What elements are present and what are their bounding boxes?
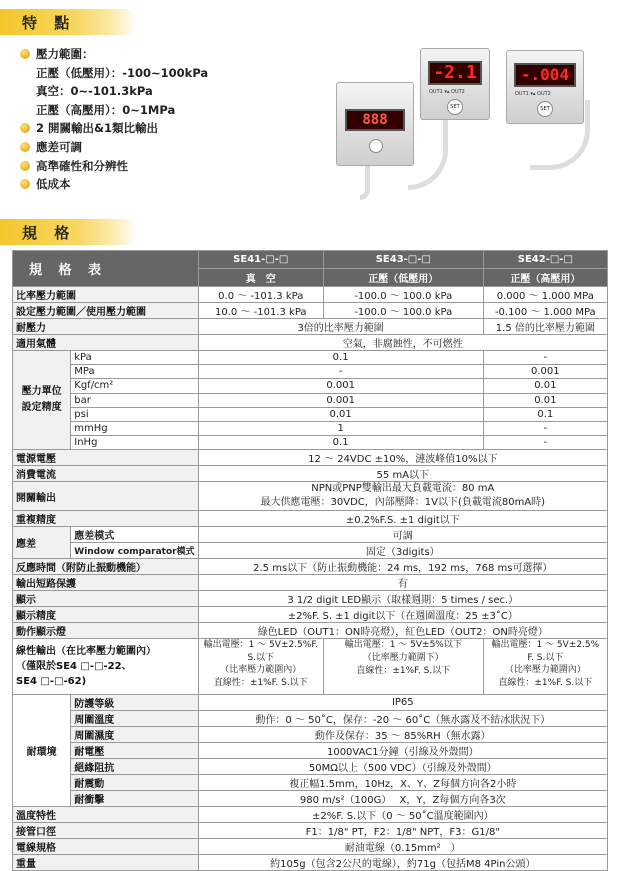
table-cell: 規 格 表: [13, 251, 199, 287]
table-row: [13, 527, 608, 543]
table-cell: 12 ～ 24VDC ±10%，漣波峰值10%以下: [198, 450, 607, 466]
feature-item: 低成本: [20, 175, 208, 194]
table-cell: 應差: [13, 527, 71, 559]
table-row: [13, 543, 608, 559]
table-cell: 約105g（包含2公尺的電線），約71g（包括M8 4Pin公頭）: [198, 855, 607, 871]
table-cell: ±2%F. S. ±1 digit以下（在週圍溫度：25 ±3˚C）: [198, 607, 607, 623]
table-cell: F1：1/8" PT，F2：1/8" NPT，F3：G1/8": [198, 823, 607, 839]
table-cell: 真 空: [198, 269, 323, 287]
table-row: [13, 287, 608, 303]
cell-text: 輸出電壓：1 ～ 5V±5%以下: [344, 640, 462, 651]
table-cell: 適用氣體: [13, 335, 199, 351]
table-row: [13, 591, 608, 607]
table-cell: 0.001: [198, 393, 483, 407]
table-row: [13, 482, 608, 511]
table-cell: 耐壓力: [13, 319, 199, 335]
cell-text: S.以下: [247, 652, 275, 663]
table-cell: 重複精度: [13, 511, 199, 527]
cell-text: 輸出電壓：1 ～ 5V±2.5%F.: [203, 640, 318, 651]
table-cell: 電線規格: [13, 839, 199, 855]
cell-text: 設定精度: [21, 402, 62, 414]
table-row: [13, 855, 608, 871]
table-cell: 0.0 ～ -101.3 kPa: [198, 287, 323, 303]
table-cell: 空氣，非腐蝕性，不可燃性: [198, 335, 607, 351]
spec-header: 規 格: [0, 219, 138, 245]
table-row: [13, 695, 608, 711]
table-cell: -100.0 ～ 100.0 kPa: [323, 287, 483, 303]
cell-text: NPN或PNP雙輸出最大負載電流：80 mA: [311, 483, 495, 495]
table-cell: 溫度特性: [13, 807, 199, 823]
bullet-icon: [20, 49, 30, 59]
table-cell: 正壓（高壓用）: [483, 269, 607, 287]
feature-item: 壓力範圍：: [20, 45, 208, 64]
cell-text: 線性輸出（在比率壓力範圍內）: [16, 646, 156, 658]
table-cell: 0.1: [198, 351, 483, 365]
table-row: [13, 407, 608, 421]
table-row: [13, 351, 608, 365]
cell-text: （比率壓力範圍內）: [220, 665, 302, 676]
led-display: 888: [345, 109, 405, 131]
table-row: [13, 607, 608, 623]
table-row: [13, 791, 608, 807]
table-row: [13, 759, 608, 775]
feature-sub: 真空：0~-101.3kPa: [36, 84, 153, 99]
table-cell: 1000VAC1分鐘（引線及外殼間）: [198, 743, 607, 759]
cell-text: 直線性：±1%F. S.以下: [356, 666, 451, 677]
table-row: [13, 335, 608, 351]
table-row: [13, 466, 608, 482]
table-cell: ±2%F. S.以下（0 ～ 50˚C溫度範圍內）: [198, 807, 607, 823]
table-row: [13, 511, 608, 527]
set-key-icon: SET: [537, 101, 553, 117]
table-row: [13, 727, 608, 743]
table-cell: 動作及保存：35 ～ 85%RH（無水露）: [198, 727, 607, 743]
table-cell: 耐電壓: [71, 743, 198, 759]
table-cell: 10.0 ～ -101.3 kPa: [198, 303, 323, 319]
table-cell: 耐震動: [71, 775, 198, 791]
cell-text: 輸出電壓：1 ～ 5V±2.5%: [491, 640, 600, 651]
table-cell: mmHg: [71, 421, 198, 435]
table-header-row: [13, 251, 608, 269]
set-key-icon: [369, 139, 383, 153]
table-cell: MPa: [71, 365, 198, 379]
table-cell: -: [483, 351, 607, 365]
bullet-icon: [20, 161, 30, 171]
table-cell: 電源電壓: [13, 450, 199, 466]
table-cell: 0.001: [198, 379, 483, 393]
table-cell: 有: [198, 575, 607, 591]
table-cell: 開關輸出: [13, 482, 199, 511]
table-cell: 應差模式: [71, 527, 198, 543]
table-cell: 0.01: [198, 407, 483, 421]
table-cell: psi: [71, 407, 198, 421]
table-cell: 反應時間（附防止振動機能）: [13, 559, 199, 575]
table-cell: SE41-□-□: [198, 251, 323, 269]
table-row: [13, 450, 608, 466]
cell-text: SE4 □-□-62): [16, 676, 87, 688]
pressure-switch-device: [336, 82, 414, 166]
table-cell: 顯示精度: [13, 607, 199, 623]
bullet-icon: [20, 142, 30, 152]
table-cell: -100.0 ～ 100.0 kPa: [323, 303, 483, 319]
table-cell: 1: [198, 421, 483, 435]
table-cell: 絕緣阻抗: [71, 759, 198, 775]
table-row: [13, 775, 608, 791]
table-cell: 1.5 倍的比率壓力範圍: [483, 319, 607, 335]
table-row: [13, 319, 608, 335]
table-cell: 比率壓力範圍: [13, 287, 199, 303]
table-cell: 正壓（低壓用）: [323, 269, 483, 287]
table-cell: 0.1: [483, 407, 607, 421]
table-row: [13, 823, 608, 839]
table-cell: 55 mA以下: [198, 466, 607, 482]
table-cell: 接管口徑: [13, 823, 199, 839]
cell-text: 直線性：±1%F. S.以下: [213, 677, 308, 688]
table-row: [13, 436, 608, 450]
cell-text: （比率壓力範圍下）: [362, 653, 444, 664]
table-cell: 周圍溫度: [71, 711, 198, 727]
table-cell: 防護等級: [71, 695, 198, 711]
table-cell: [483, 639, 607, 695]
feature-item: 應差可調: [20, 138, 208, 157]
feature-item: 高準確性和分辨性: [20, 157, 208, 176]
pressure-switch-device: -.004 OUT1 ▾▴ OUT2 SET: [506, 50, 584, 124]
table-cell: 3 1/2 digit LED顯示（取樣週期：5 times / sec.）: [198, 591, 607, 607]
table-cell: 耐衝擊: [71, 791, 198, 807]
table-cell: 消費電流: [13, 466, 199, 482]
table-row: [13, 421, 608, 435]
table-cell: 50MΩ以上（500 VDC）（引線及外殼間）: [198, 759, 607, 775]
features-header: 特 點: [0, 9, 138, 35]
product-photo: [320, 40, 620, 200]
cell-text: （僅限於SE4 □-□-22、: [16, 661, 132, 673]
table-cell: 0.001: [483, 365, 607, 379]
table-cell: InHg: [71, 436, 198, 450]
table-cell: Window comparator模式: [71, 543, 198, 559]
table-cell: 0.01: [483, 379, 607, 393]
table-row: [13, 743, 608, 759]
table-cell: ±0.2%F.S. ±1 digit以下: [198, 511, 607, 527]
spec-table: [12, 250, 608, 871]
feature-item: 2 開關輸出&1類比輸出: [20, 119, 208, 138]
table-cell: -0.100 ～ 1.000 MPa: [483, 303, 607, 319]
table-cell: [323, 639, 483, 695]
cell-text: （比率壓力範圍內）: [504, 665, 586, 676]
table-cell: 耐環境: [13, 695, 71, 807]
table-row: [13, 575, 608, 591]
table-row: [13, 365, 608, 379]
table-row: [13, 639, 608, 695]
table-cell: -: [483, 436, 607, 450]
table-cell: 綠色LED（OUT1：ON時亮燈），紅色LED（OUT2：ON時亮燈）: [198, 623, 607, 639]
set-key-icon: SET: [447, 99, 463, 115]
table-cell: 動作：0 ～ 50˚C，保存：-20 ～ 60˚C（無水露及不結冰狀況下）: [198, 711, 607, 727]
table-cell: [13, 351, 71, 450]
table-cell: 2.5 ms以下（防止振動機能：24 ms，192 ms，768 ms可選擇）: [198, 559, 607, 575]
table-row: [13, 711, 608, 727]
table-cell: IP65: [198, 695, 607, 711]
table-row: [13, 807, 608, 823]
table-cell: 0.1: [198, 436, 483, 450]
cell-text: 最大供應電壓：30VDC，內部壓降：1V以下(負載電流80mA時): [260, 497, 546, 509]
table-cell: kPa: [71, 351, 198, 365]
bullet-icon: [20, 123, 30, 133]
table-row: [13, 559, 608, 575]
pressure-switch-device: -2.1 OUT1 ▾▴ OUT2 SET: [420, 48, 490, 120]
table-cell: bar: [71, 393, 198, 407]
table-cell: 耐油電線（0.15mm² ）: [198, 839, 607, 855]
led-display: -.004: [514, 63, 576, 87]
feature-sub: 正壓（低壓用）：-100~100kPa: [36, 65, 209, 80]
table-cell: 周圍濕度: [71, 727, 198, 743]
table-row: [13, 379, 608, 393]
cell-text: 直線性：±1%F. S.以下: [498, 677, 593, 688]
table-cell: 固定（3digits）: [198, 543, 607, 559]
table-cell: 動作顯示燈: [13, 623, 199, 639]
led-display: -2.1: [428, 61, 482, 85]
table-cell: 輸出短路保護: [13, 575, 199, 591]
feature-list: [20, 45, 208, 194]
table-cell: 980 m/s²（100G） X，Y，Z每個方向各3次: [198, 791, 607, 807]
cell-text: F. S.以下: [527, 652, 564, 663]
table-cell: 0.000 ～ 1.000 MPa: [483, 287, 607, 303]
table-row: [13, 393, 608, 407]
table-cell: SE42-□-□: [483, 251, 607, 269]
table-cell: 3倍的比率壓力範圍: [198, 319, 483, 335]
table-cell: Kgf/cm²: [71, 379, 198, 393]
bullet-icon: [20, 179, 30, 189]
table-cell: 設定壓力範圍／使用壓力範圍: [13, 303, 199, 319]
feature-sub: 正壓（高壓用）：0~1MPa: [36, 102, 176, 117]
table-cell: 複正幅1.5mm，10Hz，X、Y、Z每個方向各2小時: [198, 775, 607, 791]
table-row: [13, 839, 608, 855]
table-cell: -: [483, 421, 607, 435]
table-cell: [198, 639, 323, 695]
table-cell: 重量: [13, 855, 199, 871]
table-cell: [198, 482, 607, 511]
table-cell: 顯示: [13, 591, 199, 607]
table-row: [13, 623, 608, 639]
table-cell: SE43-□-□: [323, 251, 483, 269]
table-cell: 可調: [198, 527, 607, 543]
table-row: [13, 303, 608, 319]
table-cell: 0.01: [483, 393, 607, 407]
table-cell: -: [198, 365, 483, 379]
table-cell: [13, 639, 199, 695]
cell-text: 壓力單位: [21, 386, 62, 398]
